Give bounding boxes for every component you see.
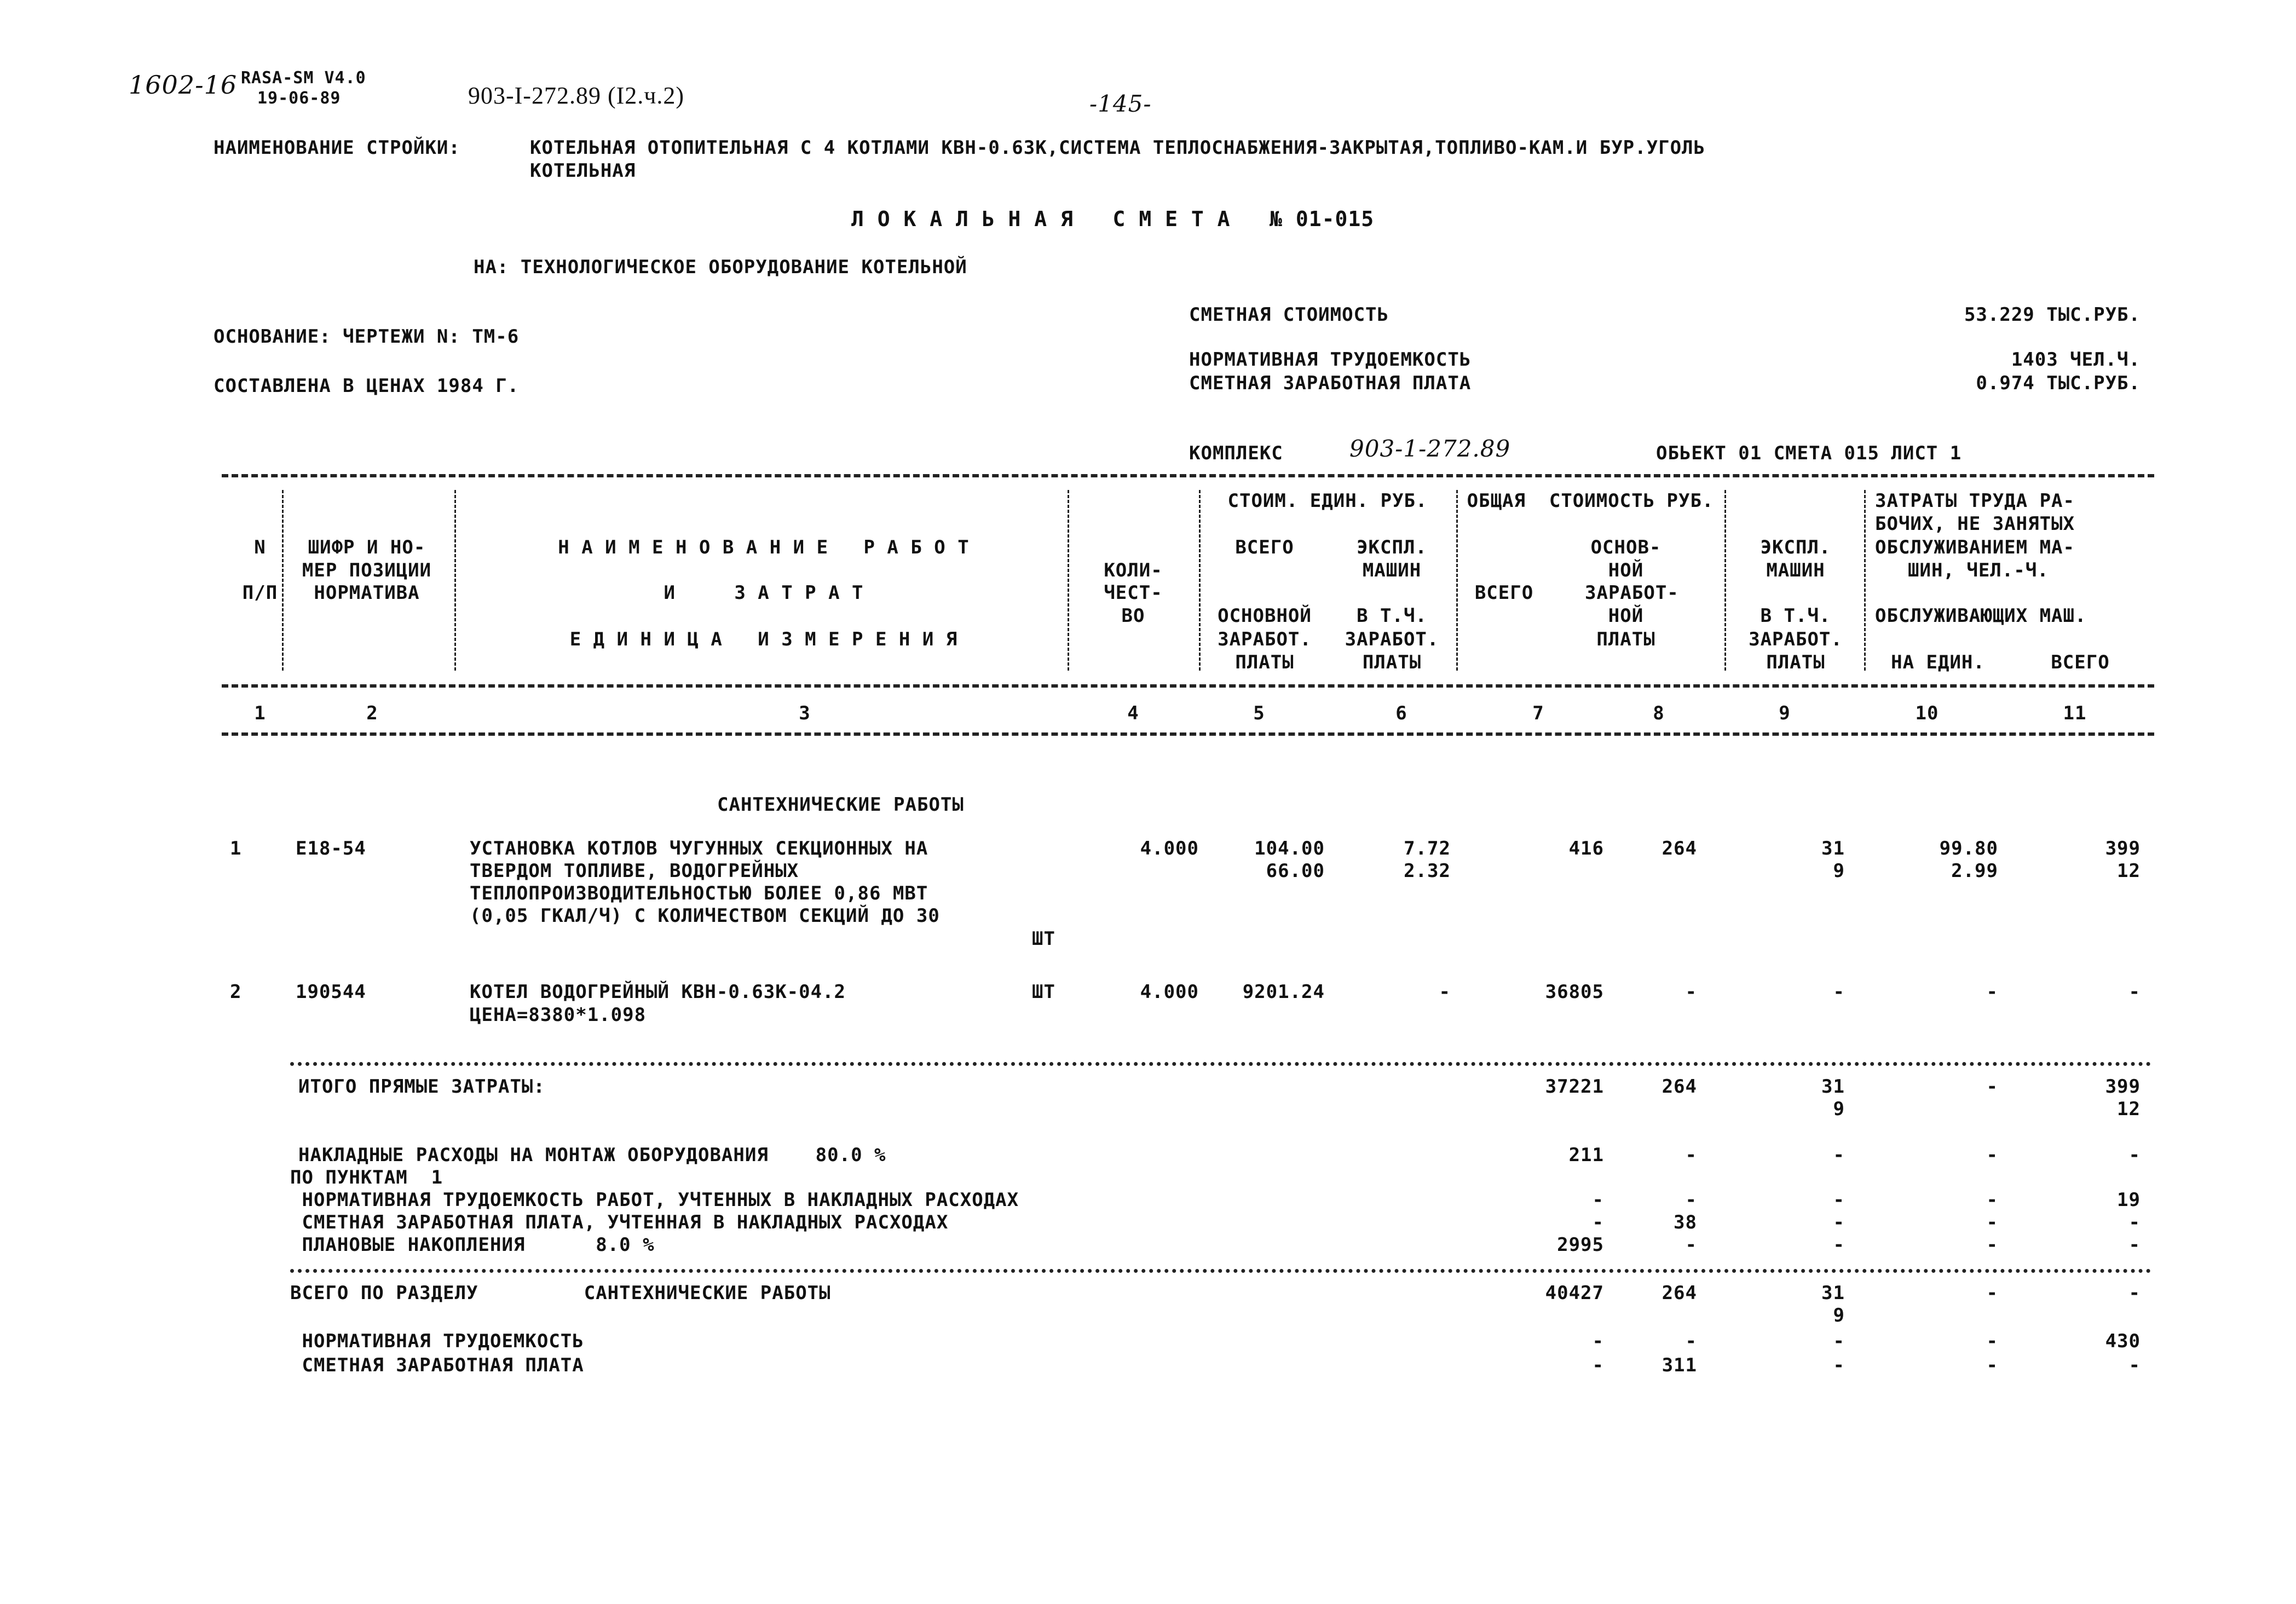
labor-header-4: ШИН, ЧЕЛ.-Ч. (1908, 559, 2049, 581)
section-total-mach: 31 (1821, 1282, 1845, 1304)
program-version: RASA-SM V4.0 (241, 68, 366, 88)
col5-header-4: ПЛАТЫ (1235, 651, 1294, 673)
col6-header-3: В Т.Ч. (1357, 605, 1427, 627)
object-sheet: ОБЬЕКТ 01 СМЕТА 015 ЛИСТ 1 (1656, 442, 1962, 464)
page-number: -145- (1089, 90, 1152, 117)
col9-header-3: В Т.Ч. (1760, 605, 1831, 627)
col8-header-2: НОЙ (1608, 559, 1644, 581)
overhead-label: НАКЛАДНЫЕ РАСХОДЫ НА МОНТАЖ ОБОРУДОВАНИЯ 80.0 % (298, 1144, 886, 1166)
row1-labor-unit-2: 2.99 (1951, 860, 1998, 882)
row2-unit: ШТ (1032, 981, 1055, 1003)
col-number: 8 (1653, 702, 1665, 724)
footer-labor-hours: 430 (2105, 1330, 2141, 1352)
col-number: 7 (1532, 702, 1544, 724)
row1-unit-wage: 66.00 (1266, 860, 1325, 882)
direct-costs-mach-wage: 9 (1833, 1098, 1845, 1120)
row1-mach-wage: 2.32 (1404, 860, 1451, 882)
footer-labor-mach: - (1833, 1330, 1845, 1352)
row1-mach: 7.72 (1404, 838, 1451, 859)
labor-header-3: ОБСЛУЖИВАНИЕМ МА- (1875, 536, 2075, 558)
col6-header-5: ПЛАТЫ (1362, 651, 1422, 673)
col9-header-5: ПЛАТЫ (1766, 651, 1825, 673)
col-number: 1 (254, 702, 266, 724)
overhead-points: ПО ПУНКТАМ 1 (290, 1167, 443, 1188)
overhead-wage-mach: - (1833, 1211, 1845, 1233)
doc-ref-handwritten: 1602-16 (129, 70, 238, 100)
col8-header-4: НОЙ (1608, 605, 1644, 627)
planned-savings-total: 2995 (1557, 1234, 1604, 1256)
col-number: 10 (1915, 702, 1939, 724)
complex-code: 903-1-272.89 (1349, 435, 1511, 462)
col5-header: ВСЕГО (1235, 536, 1294, 558)
header-bottom-rule (222, 732, 2154, 736)
row2-labor-total: - (2128, 981, 2141, 1003)
row1-labor-total: 399 (2105, 838, 2141, 859)
section-total-labor-unit: - (1986, 1282, 1998, 1304)
row1-qty: 4.000 (1140, 838, 1199, 859)
row1-wage: 264 (1662, 838, 1697, 859)
row1-desc-3: ТЕПЛОПРОИЗВОДИТЕЛЬНОСТЬЮ БОЛЕЕ 0,86 МВТ (470, 882, 928, 904)
column-divider (1199, 490, 1201, 671)
col10-header: НА ЕДИН. (1891, 651, 1985, 673)
col-number: 3 (799, 702, 811, 724)
wage-value: 0.974 ТЫС.РУБ. (1976, 372, 2141, 394)
row2-labor-unit: - (1986, 981, 1998, 1003)
cost-label: СМЕТНАЯ СТОИМОСТЬ (1189, 304, 1389, 326)
overhead-labor-label: НОРМАТИВНАЯ ТРУДОЕМКОСТЬ РАБОТ, УЧТЕННЫХ В НАКЛАДНЫХ РАСХОДАХ (290, 1189, 1019, 1211)
row2-num: 2 (230, 981, 242, 1003)
overhead-total: 211 (1568, 1144, 1604, 1166)
complex-label: КОМПЛЕКС (1189, 442, 1283, 464)
row1-desc-4: (0,05 ГКАЛ/Ч) С КОЛИЧЕСТВОМ СЕКЦИЙ ДО 30 (470, 905, 940, 927)
col-code-header-2: МЕР ПОЗИЦИИ (302, 559, 432, 581)
dotted-rule (290, 1269, 2151, 1273)
section-total-total: 40427 (1545, 1282, 1604, 1304)
direct-costs-labor-unit: - (1986, 1076, 1998, 1098)
col6-header: ЭКСПЛ. (1357, 536, 1427, 558)
overhead-labor-hours: 19 (2117, 1189, 2141, 1211)
print-date: 19-06-89 (257, 89, 341, 108)
section-total-label: ВСЕГО ПО РАЗДЕЛУ САНТЕХНИЧЕСКИЕ РАБОТЫ (290, 1282, 831, 1304)
row1-code: Е18-54 (296, 838, 366, 859)
overhead-wage-labor-unit: - (1986, 1211, 1998, 1233)
section-total-labor-total: - (2128, 1282, 2141, 1304)
dotted-rule (290, 1062, 2151, 1066)
direct-costs-labor-total: 399 (2105, 1076, 2141, 1098)
footer-labor-label: НОРМАТИВНАЯ ТРУДОЕМКОСТЬ (290, 1330, 584, 1352)
labor-value: 1403 ЧЕЛ.Ч. (2011, 349, 2141, 371)
direct-costs-labor-total-2: 12 (2117, 1098, 2141, 1120)
planned-savings-mach: - (1833, 1234, 1845, 1256)
footer-wage-mach: - (1833, 1354, 1845, 1376)
column-divider (1864, 490, 1866, 671)
row1-mach-total-wage: 9 (1833, 860, 1845, 882)
row2-mach: - (1439, 981, 1451, 1003)
col6-header-4: ЗАРАБОТ. (1345, 628, 1439, 650)
planned-savings-wage: - (1685, 1234, 1697, 1256)
row1-labor-total-2: 12 (2117, 860, 2141, 882)
col-number: 4 (1127, 702, 1139, 724)
direct-costs-total: 37221 (1545, 1076, 1604, 1098)
estimate-subject: НА: ТЕХНОЛОГИЧЕСКОЕ ОБОРУДОВАНИЕ КОТЕЛЬНОЙ (474, 256, 967, 278)
footer-wage-labor-unit: - (1986, 1354, 1998, 1376)
column-divider (1456, 490, 1458, 671)
footer-labor-wage: - (1685, 1330, 1697, 1352)
overhead-labor-mach: - (1833, 1189, 1845, 1211)
col6-header-2: МАШИН (1362, 559, 1422, 581)
column-divider (1068, 490, 1069, 671)
row1-unit: ШТ (1032, 928, 1055, 950)
overhead-wage-label: СМЕТНАЯ ЗАРАБОТНАЯ ПЛАТА, УЧТЕННАЯ В НАКЛАДНЫХ РАСХОДАХ (290, 1211, 949, 1233)
row2-unit-total: 9201.24 (1242, 981, 1325, 1003)
col-number: 2 (366, 702, 378, 724)
unit-cost-header: СТОИМ. ЕДИН. РУБ. (1227, 490, 1428, 512)
section-title: САНТЕХНИЧЕСКИЕ РАБОТЫ (717, 794, 964, 816)
col-name-header-2: И З А Т Р А Т (664, 582, 864, 604)
col-qty-header: КОЛИ- (1104, 559, 1163, 581)
col7-header: ВСЕГО (1474, 582, 1534, 604)
section-total-wage: 264 (1662, 1282, 1697, 1304)
col9-header-2: МАШИН (1766, 559, 1825, 581)
header-mid-rule (222, 684, 2154, 688)
overhead-labor-total-val: - (1592, 1189, 1604, 1211)
labor-header: ЗАТРАТЫ ТРУДА РА- (1875, 490, 2075, 512)
overhead-labor-total: - (2128, 1144, 2141, 1166)
col-qty-header-2: ЧЕСТ- (1104, 582, 1163, 604)
footer-wage-total: - (1592, 1354, 1604, 1376)
col5-header-2: ОСНОВНОЙ (1218, 605, 1312, 627)
col8-header-3: ЗАРАБОТ- (1585, 582, 1679, 604)
row1-desc-1: УСТАНОВКА КОТЛОВ ЧУГУННЫХ СЕКЦИОННЫХ НА (470, 838, 928, 859)
col5-header-3: ЗАРАБОТ. (1218, 628, 1312, 650)
overhead-labor-unit: - (1986, 1144, 1998, 1166)
footer-labor-unit: - (1986, 1330, 1998, 1352)
col9-header: ЭКСПЛ. (1760, 536, 1831, 558)
row2-code: 190544 (296, 981, 366, 1003)
row1-unit-total: 104.00 (1254, 838, 1325, 859)
construction-name: КОТЕЛЬНАЯ ОТОПИТЕЛЬНАЯ С 4 КОТЛАМИ КВН-0.63К,СИСТЕМА ТЕПЛОСНАБЖЕНИЯ-ЗАКРЫТАЯ,ТОПЛИВО-КАМ.И БУР.УГОЛЬ (530, 137, 1705, 159)
col-name-header-3: Е Д И Н И Ц А И З М Е Р Е Н И Я (569, 628, 958, 650)
project-code: 903-I-272.89 (I2.ч.2) (468, 82, 685, 109)
planned-savings-label: ПЛАНОВЫЕ НАКОПЛЕНИЯ 8.0 % (290, 1234, 655, 1256)
overhead-wage-labor-total: - (2128, 1211, 2141, 1233)
footer-labor-total: - (1592, 1330, 1604, 1352)
total-cost-header: ОБЩАЯ СТОИМОСТЬ РУБ. (1467, 490, 1714, 512)
col-code-header-3: НОРМАТИВА (314, 582, 420, 604)
overhead-wage: - (1685, 1144, 1697, 1166)
direct-costs-mach: 31 (1821, 1076, 1845, 1098)
row2-mach-total: - (1833, 981, 1845, 1003)
row1-labor-unit: 99.80 (1939, 838, 1998, 859)
row2-total: 36805 (1545, 981, 1604, 1003)
wage-label: СМЕТНАЯ ЗАРАБОТНАЯ ПЛАТА (1189, 372, 1472, 394)
col8-header: ОСНОВ- (1590, 536, 1662, 558)
col-qty-header-3: ВО (1121, 605, 1145, 627)
column-divider (454, 490, 456, 671)
row1-desc-2: ТВЕРДОМ ТОПЛИВЕ, ВОДОГРЕЙНЫХ (470, 860, 799, 882)
row2-qty: 4.000 (1140, 981, 1199, 1003)
row2-wage: - (1685, 981, 1697, 1003)
col-number: 11 (2063, 702, 2087, 724)
construction-name-2: КОТЕЛЬНАЯ (530, 160, 636, 182)
col-name-header: Н А И М Е Н О В А Н И Е Р А Б О Т (558, 536, 970, 558)
page-title: Л О К А Л Ь Н А Я С М Е Т А № 01-015 (851, 207, 1375, 231)
footer-wage-label: СМЕТНАЯ ЗАРАБОТНАЯ ПЛАТА (290, 1354, 584, 1376)
col-num-header-2: П/П (242, 582, 278, 604)
col-num-header: N (254, 536, 266, 558)
cost-value: 53.229 ТЫС.РУБ. (1964, 304, 2141, 326)
prices-line: СОСТАВЛЕНА В ЦЕНАХ 1984 Г. (214, 375, 520, 397)
labor-label: НОРМАТИВНАЯ ТРУДОЕМКОСТЬ (1189, 349, 1472, 371)
col-number: 5 (1253, 702, 1265, 724)
basis-line: ОСНОВАНИЕ: ЧЕРТЕЖИ N: ТМ-6 (214, 326, 520, 348)
col-number: 6 (1395, 702, 1407, 724)
footer-wage-value: 311 (1662, 1354, 1697, 1376)
footer-wage-labor-total: - (2128, 1354, 2141, 1376)
row1-num: 1 (230, 838, 242, 859)
row2-desc-2: ЦЕНА=8380*1.098 (470, 1004, 647, 1026)
column-divider (1724, 490, 1726, 671)
column-divider (282, 490, 284, 671)
row1-total: 416 (1568, 838, 1604, 859)
row1-mach-total: 31 (1821, 838, 1845, 859)
col-number: 9 (1779, 702, 1791, 724)
construction-label: НАИМЕНОВАНИЕ СТРОЙКИ: (214, 137, 460, 159)
planned-savings-labor-unit: - (1986, 1234, 1998, 1256)
planned-savings-labor-total: - (2128, 1234, 2141, 1256)
overhead-wage-value: 38 (1674, 1211, 1697, 1233)
col8-header-5: ПЛАТЫ (1596, 628, 1655, 650)
row2-desc-1: КОТЕЛ ВОДОГРЕЙНЫЙ КВН-0.63К-04.2 (470, 981, 846, 1003)
col-code-header: ШИФР И НО- (308, 536, 426, 558)
overhead-mach: - (1833, 1144, 1845, 1166)
labor-header-5: ОБСЛУЖИВАЮЩИХ МАШ. (1875, 605, 2087, 627)
table-top-rule (222, 474, 2154, 477)
col9-header-4: ЗАРАБОТ. (1749, 628, 1843, 650)
col11-header: ВСЕГО (2051, 651, 2110, 673)
direct-costs-label: ИТОГО ПРЯМЫЕ ЗАТРАТЫ: (298, 1076, 545, 1098)
overhead-labor-wage: - (1685, 1189, 1697, 1211)
overhead-labor-unit-val: - (1986, 1189, 1998, 1211)
section-total-mach-wage: 9 (1833, 1305, 1845, 1326)
overhead-wage-total: - (1592, 1211, 1604, 1233)
labor-header-2: БОЧИХ, НЕ ЗАНЯТЫХ (1875, 513, 2075, 535)
direct-costs-wage: 264 (1662, 1076, 1697, 1098)
